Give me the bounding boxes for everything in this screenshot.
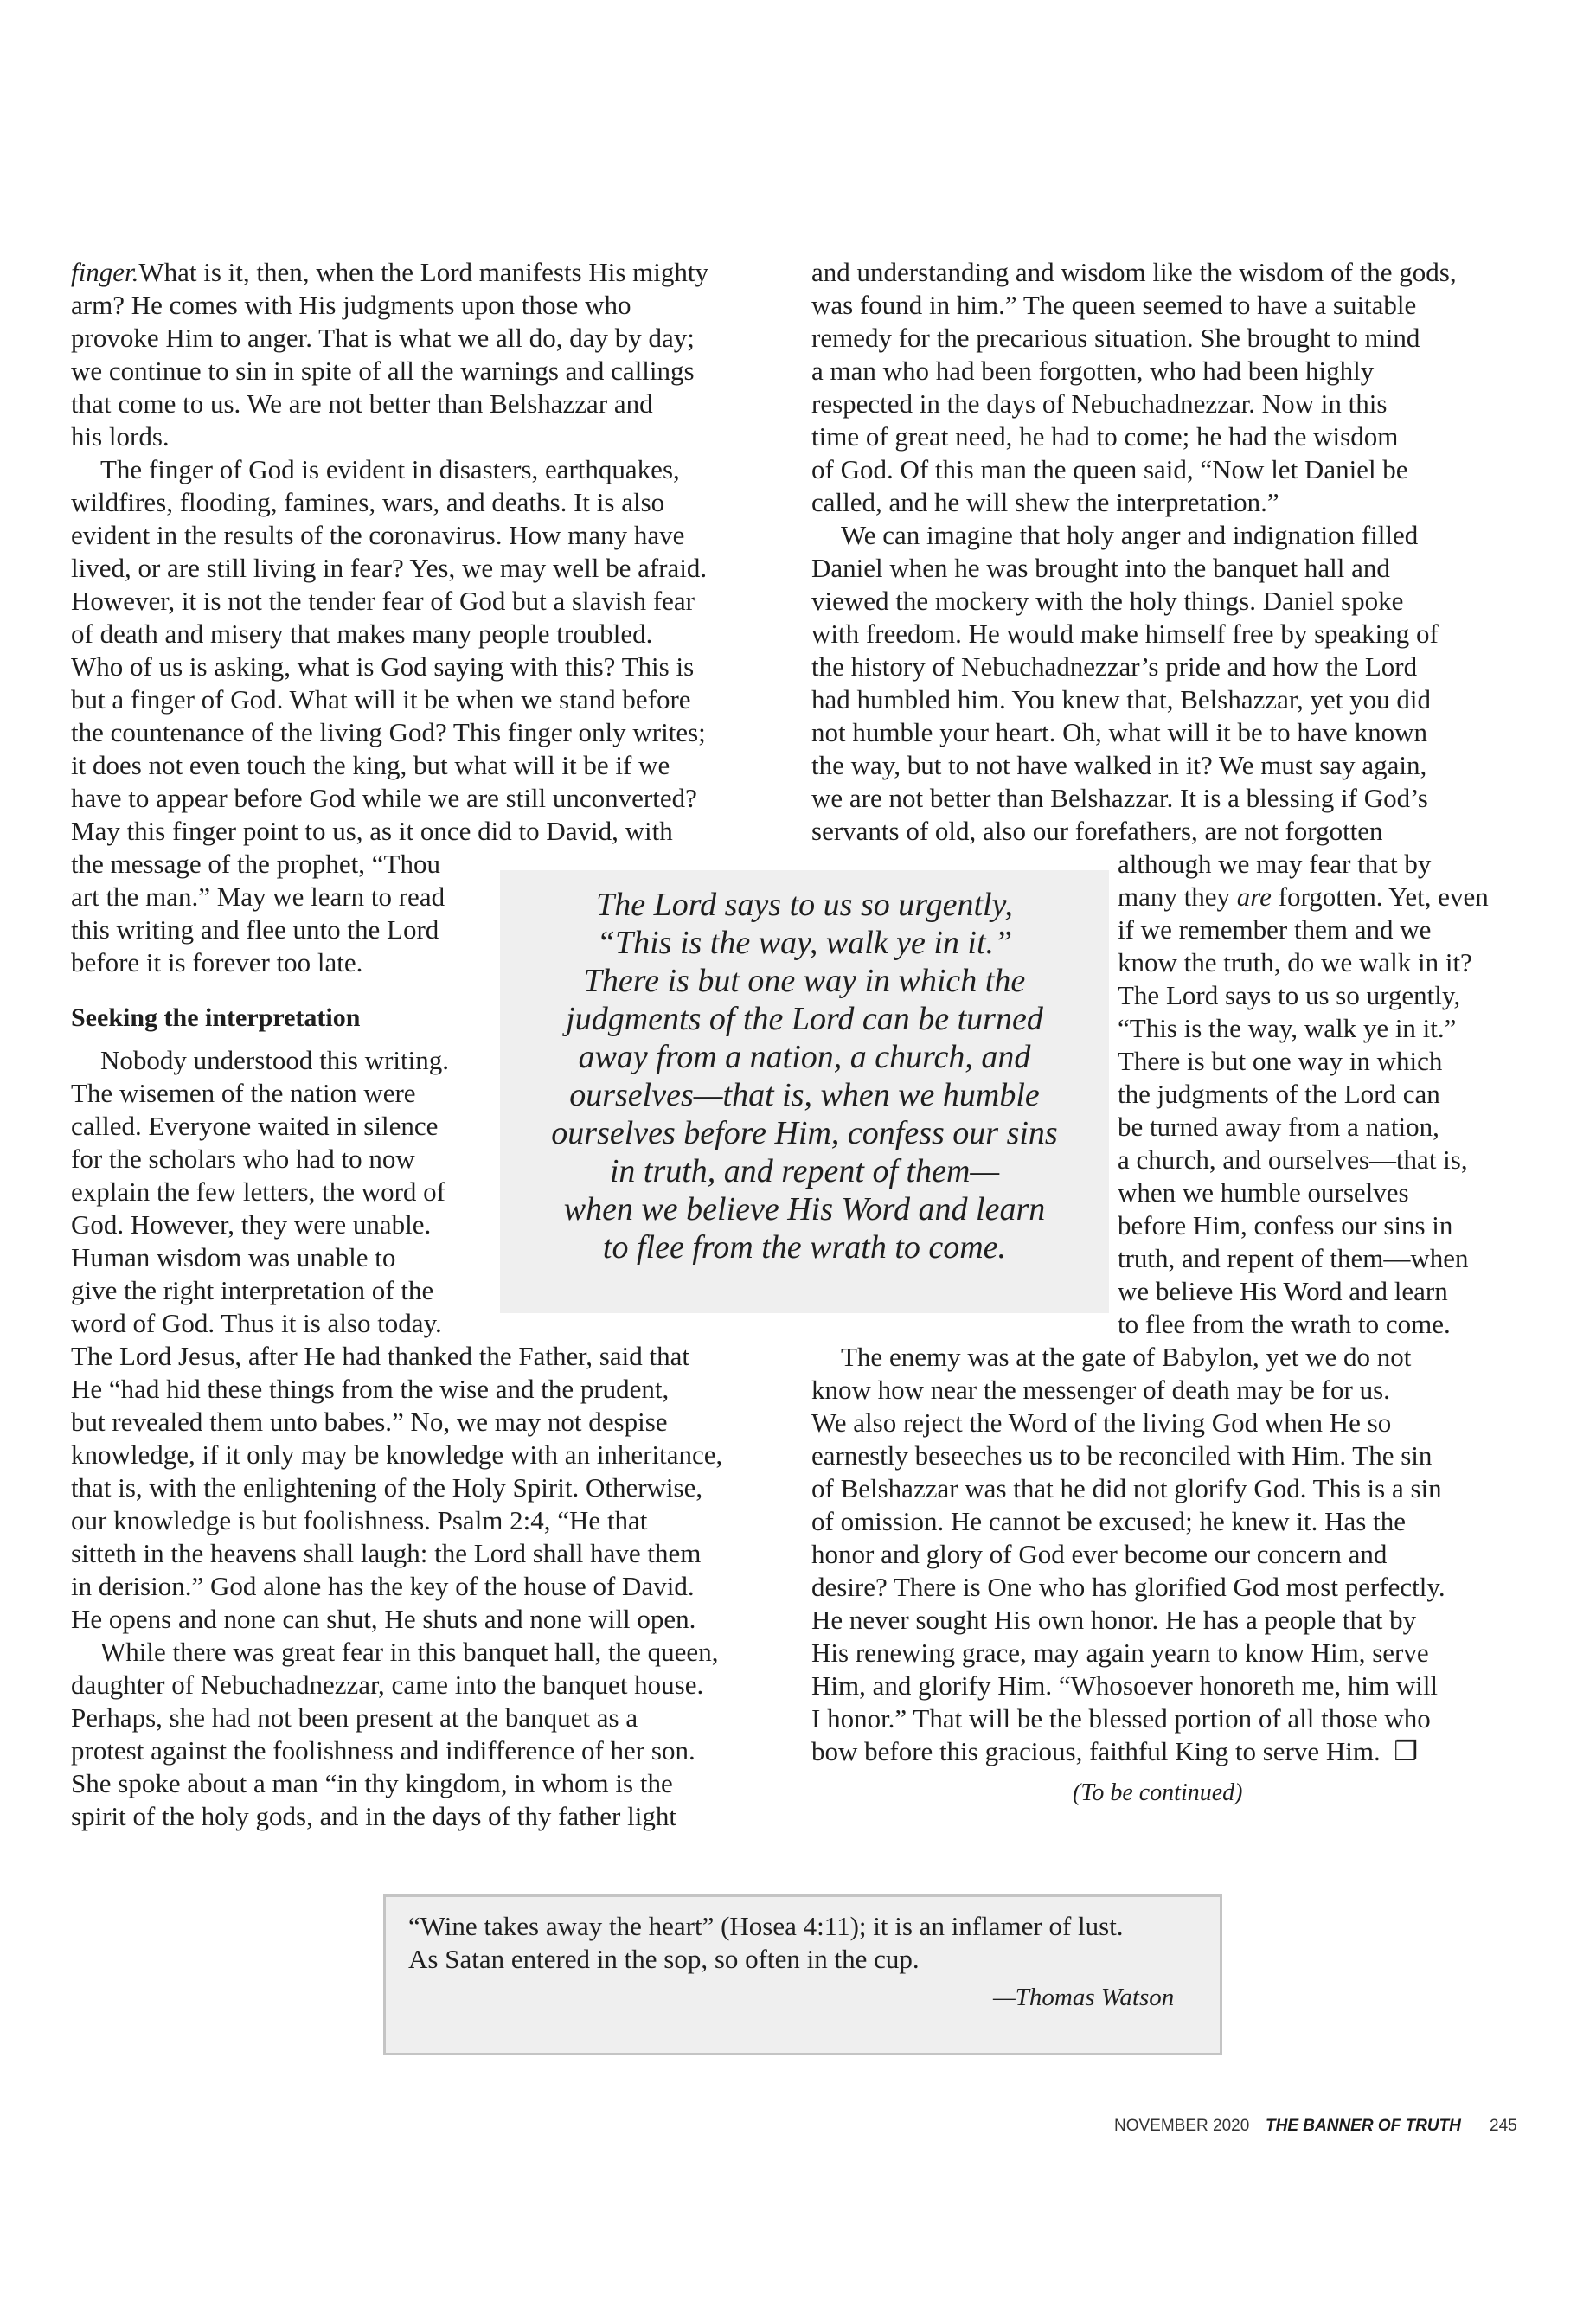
body-line: Human wisdom was unable to [71,1242,396,1272]
body-line: He never sought His own honor. He has a people that by [811,1605,1417,1635]
body-line: of God. Of this man the queen said, “Now let Daniel be [811,454,1408,484]
body-line: truth, and repent of them—when [1118,1243,1469,1273]
pull-quote-line: ourselves—that is, when we humble [569,1077,1040,1113]
pull-quote-line: “This is the way, walk ye in it.” [596,925,1013,961]
body-line: protest against the foolishness and indifference of her son. [71,1735,695,1766]
body-line: had humbled him. You knew that, Belshazzar, yet you did [811,684,1431,715]
quote-line: As Satan entered in the sop, so often in the cup. [408,1944,920,1974]
pull-quote-line: ourselves before Him, confess our sins [551,1115,1058,1151]
pull-quote-line: away from a nation, a church, and [578,1039,1031,1075]
body-line: be turned away from a nation, [1118,1112,1439,1142]
body-line: when we humble ourselves [1118,1177,1409,1208]
quote-attribution: —Thomas Watson [993,1984,1175,2011]
body-line: sitteth in the heavens shall laugh: the Lord shall have them [71,1538,702,1568]
body-line: a church, and ourselves—that is, [1118,1144,1468,1175]
body-line: although we may fear that by [1118,849,1432,879]
italic-word: are [1236,881,1272,912]
body-line: of omission. He cannot be excused; he knew it. Has the [811,1506,1406,1536]
body-line: that is, with the enlightening of the Holy Spirit. Otherwise, [71,1472,703,1503]
body-line: May this finger point to us, as it once did to David, with [71,816,673,846]
body-line: However, it is not the tender fear of God but a slavish fear [71,586,695,616]
body-line: wildfires, flooding, famines, wars, and deaths. It is also [71,487,665,517]
body-line: we continue to sin in spite of all the warnings and callings [71,356,695,386]
quote-line: “Wine takes away the heart” (Hosea 4:11); it is an inflamer of lust. [408,1911,1124,1941]
body-line: arm? He comes with His judgments upon those who [71,290,631,320]
body-line: not humble your heart. Oh, what will it be to have known [811,717,1428,747]
pull-quote-line: when we believe His Word and learn [563,1191,1046,1227]
body-line: Perhaps, she had not been present at the banquet as a [71,1702,638,1733]
body-line: honor and glory of God ever become our concern and [811,1539,1388,1569]
body-line: we are not better than Belshazzar. It is a blessing if God’s [811,783,1428,813]
end-mark-icon: ❐ [1394,1736,1419,1766]
body-line: I honor.” That will be the blessed portion of all those who [811,1703,1431,1734]
body-line: viewed the mockery with the holy things. Daniel spoke [811,586,1404,616]
body-line: this writing and flee unto the Lord [71,914,439,945]
body-line: bow before this gracious, faithful King to serve Him. ❐ [811,1736,1419,1766]
body-line: of death and misery that makes many people troubled. [71,619,653,649]
body-line: that come to us. We are not better than Belshazzar and [71,388,653,419]
body-line: the countenance of the living God? This finger only writes; [71,717,706,747]
body-line: give the right interpretation of the [71,1275,434,1305]
body-line: “This is the way, walk ye in it.” [1118,1013,1457,1043]
body-line: We can imagine that holy anger and indignation filled [841,520,1419,550]
body-line: the message of the prophet, “Thou [71,849,440,879]
pull-quote-line: in truth, and repent of them— [609,1153,1000,1189]
body-line: his lords. [71,421,170,452]
body-line: know how near the messenger of death may be for us. [811,1375,1390,1405]
body-line: but revealed them unto babes.” No, we may not despise [71,1407,668,1437]
body-line: to flee from the wrath to come. [1118,1309,1451,1339]
italic-word: finger. [71,257,139,287]
body-line: was found in him.” The queen seemed to have a suitable [811,290,1417,320]
footer-page-number: 245 [1490,2117,1517,2135]
body-line: our knowledge is but foolishness. Psalm 2:4, “He that [71,1505,648,1535]
pull-quote-line: The Lord says to us so urgently, [596,887,1013,923]
body-line: His renewing grace, may again yearn to know Him, serve [811,1638,1429,1668]
body-line: servants of old, also our forefathers, are not forgotten [811,816,1383,846]
body-line: There is but one way in which [1118,1046,1443,1076]
body-line: The Lord Jesus, after He had thanked the Father, said that [71,1341,689,1371]
body-line: The finger of God is evident in disasters, earthquakes, [100,454,680,484]
body-line: of Belshazzar was that he did not glorify God. This is a sin [811,1473,1442,1503]
body-line: respected in the days of Nebuchadnezzar. Now in this [811,388,1388,419]
body-line: word of God. Thus it is also today. [71,1308,442,1338]
body-line: evident in the results of the coronavirus. How many have [71,520,685,550]
footer-issue: NOVEMBER 2020 [1114,2117,1250,2135]
body-line: know the truth, do we walk in it? [1118,947,1472,977]
body-line: desire? There is One who has glorified God most perfectly. [811,1572,1445,1602]
body-line: with freedom. He would make himself free by speaking of [811,619,1439,649]
body-line: We also reject the Word of the living God when He so [811,1407,1392,1438]
body-line: for the scholars who had to now [71,1144,415,1174]
body-line: While there was great fear in this banquet hall, the queen, [100,1637,719,1667]
pull-quote-line: judgments of the Lord can be turned [566,1001,1043,1037]
body-line: God. However, they were unable. [71,1209,432,1240]
body-line: The enemy was at the gate of Babylon, yet we do not [841,1342,1412,1372]
body-line: He opens and none can shut, He shuts and none will open. [71,1604,696,1634]
body-line: lived, or are still living in fear? Yes, we may well be afraid. [71,553,708,583]
body-line: Him, and glorify Him. “Whosoever honoreth me, him will [811,1670,1439,1701]
body-line: the history of Nebuchadnezzar’s pride and how the Lord [811,651,1418,682]
body-line: She spoke about a man “in thy kingdom, in whom is the [71,1768,673,1798]
body-line: Who of us is asking, what is God saying with this? This is [71,651,695,682]
body-line: the way, but to not have walked in it? We must say again, [811,750,1427,780]
body-line: before it is forever too late. [71,947,363,977]
body-line: and understanding and wisdom like the wisdom of the gods, [811,257,1457,287]
body-line: the judgments of the Lord can [1118,1079,1440,1109]
body-line: called. Everyone waited in silence [71,1111,439,1141]
body-line: many they are forgotten. Yet, even [1118,881,1489,912]
body-line: explain the few letters, the word of [71,1176,445,1207]
body-line: provoke Him to anger. That is what we all do, day by day; [71,323,695,353]
body-line: knowledge, if it only may be knowledge with an inheritance, [71,1439,723,1470]
body-line: before Him, confess our sins in [1118,1210,1453,1240]
body-line: we believe His Word and learn [1118,1276,1448,1306]
to-be-continued: (To be continued) [1073,1779,1243,1806]
body-line: spirit of the holy gods, and in the days of thy father light [71,1801,676,1831]
pull-quote-line: to flee from the wrath to come. [602,1229,1007,1266]
body-line: in derision.” God alone has the key of the house of David. [71,1571,695,1601]
body-line: finger.What is it, then, when the Lord manifests His mighty [71,257,709,287]
body-line: earnestly beseeches us to be reconciled with Him. The sin [811,1440,1433,1471]
body-line: called, and he will shew the interpretation.” [811,487,1279,517]
body-line: daughter of Nebuchadnezzar, came into the banquet house. [71,1670,704,1700]
body-line: but a finger of God. What will it be when we stand before [71,684,691,715]
body-line: have to appear before God while we are still unconverted? [71,783,697,813]
body-line: The Lord says to us so urgently, [1118,980,1461,1010]
section-heading: Seeking the interpretation [71,1003,361,1032]
body-line: art the man.” May we learn to read [71,881,445,912]
body-line: a man who had been forgotten, who had been highly [811,356,1375,386]
body-line: remedy for the precarious situation. She brought to mind [811,323,1420,353]
footer-magazine: THE BANNER OF TRUTH [1266,2117,1461,2135]
body-line: He “had hid these things from the wise and the prudent, [71,1374,670,1404]
body-line: Nobody understood this writing. [100,1045,449,1075]
body-line: time of great need, he had to come; he had the wisdom [811,421,1399,452]
pull-quote-line: There is but one way in which the [583,963,1026,999]
body-line: Daniel when he was brought into the banquet hall and [811,553,1390,583]
body-line: it does not even touch the king, but what will it be if we [71,750,670,780]
body-line: if we remember them and we [1118,914,1432,945]
body-line: The wisemen of the nation were [71,1078,416,1108]
